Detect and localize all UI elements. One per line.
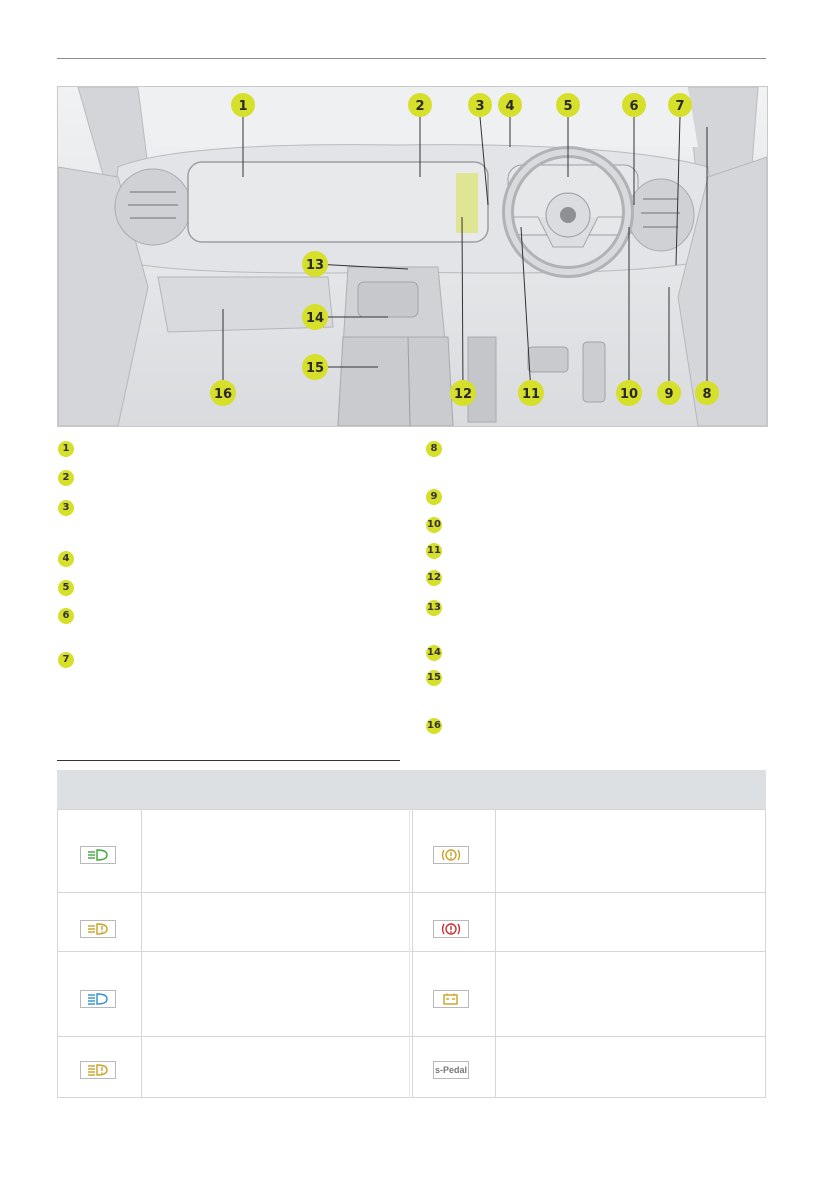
svg-text:14: 14	[305, 311, 325, 326]
svg-text:12: 12	[453, 387, 473, 402]
legend-item-9: 9	[426, 488, 442, 505]
callout-6	[622, 93, 646, 117]
fog-light-amber-icon	[80, 920, 116, 938]
svg-text:10: 10	[619, 387, 639, 402]
s-pedal-text: s-Pedal	[434, 1065, 467, 1075]
brake-red-icon	[433, 920, 469, 938]
callout-13	[302, 251, 328, 277]
svg-text:13: 13	[305, 258, 325, 273]
legend-item-13: 13	[426, 599, 442, 616]
callout-5	[556, 93, 580, 117]
headlight-green-icon	[80, 846, 116, 864]
legend-item-14: 14	[426, 644, 442, 661]
callout-8	[695, 381, 719, 405]
callout-2	[408, 93, 432, 117]
svg-text:8: 8	[702, 387, 712, 402]
svg-text:5: 5	[563, 99, 573, 114]
headlight-fault-amber-icon	[80, 1061, 116, 1079]
callout-16	[210, 380, 236, 406]
dashboard-illustration	[57, 86, 768, 427]
callout-layer	[58, 87, 767, 426]
indicator-table	[57, 770, 766, 1098]
svg-text:2: 2	[415, 99, 425, 114]
legend-item-7: 7	[58, 651, 74, 668]
legend-item-5: 5	[58, 579, 74, 596]
callout-12	[450, 380, 476, 406]
callout-9	[657, 381, 681, 405]
svg-text:7: 7	[675, 99, 685, 114]
callout-10	[616, 380, 642, 406]
svg-text:11: 11	[521, 387, 541, 402]
svg-text:15: 15	[305, 361, 325, 376]
section-rule	[57, 760, 400, 761]
svg-text:16: 16	[213, 387, 233, 402]
legend-item-15: 15	[426, 669, 442, 686]
legend-item-4: 4	[58, 550, 74, 567]
legend-item-2: 2	[58, 469, 74, 486]
legend-item-8: 8	[426, 440, 442, 457]
svg-text:9: 9	[664, 387, 674, 402]
legend-item-16: 16	[426, 717, 442, 734]
callout-1	[231, 93, 255, 117]
legend-item-12: 12	[426, 569, 442, 586]
s-pedal-label	[433, 1061, 469, 1079]
svg-text:1: 1	[238, 99, 248, 114]
svg-text:4: 4	[505, 99, 515, 114]
brake-amber-icon	[433, 846, 469, 864]
callout-14	[302, 304, 328, 330]
table-header	[57, 770, 766, 809]
header-rule	[57, 58, 766, 59]
callout-11	[518, 380, 544, 406]
callout-7	[668, 93, 692, 117]
callout-15	[302, 354, 328, 380]
svg-text:3: 3	[475, 99, 485, 114]
high-beam-blue-icon	[80, 990, 116, 1008]
legend-item-3: 3	[58, 499, 74, 516]
legend-item-10: 10	[426, 516, 442, 533]
legend-item-1: 1	[58, 440, 74, 457]
battery-amber-icon	[433, 990, 469, 1008]
callout-4	[498, 93, 522, 117]
legend-item-11: 11	[426, 542, 442, 559]
legend-item-6: 6	[58, 607, 74, 624]
callout-3	[468, 93, 492, 117]
svg-text:6: 6	[629, 99, 639, 114]
